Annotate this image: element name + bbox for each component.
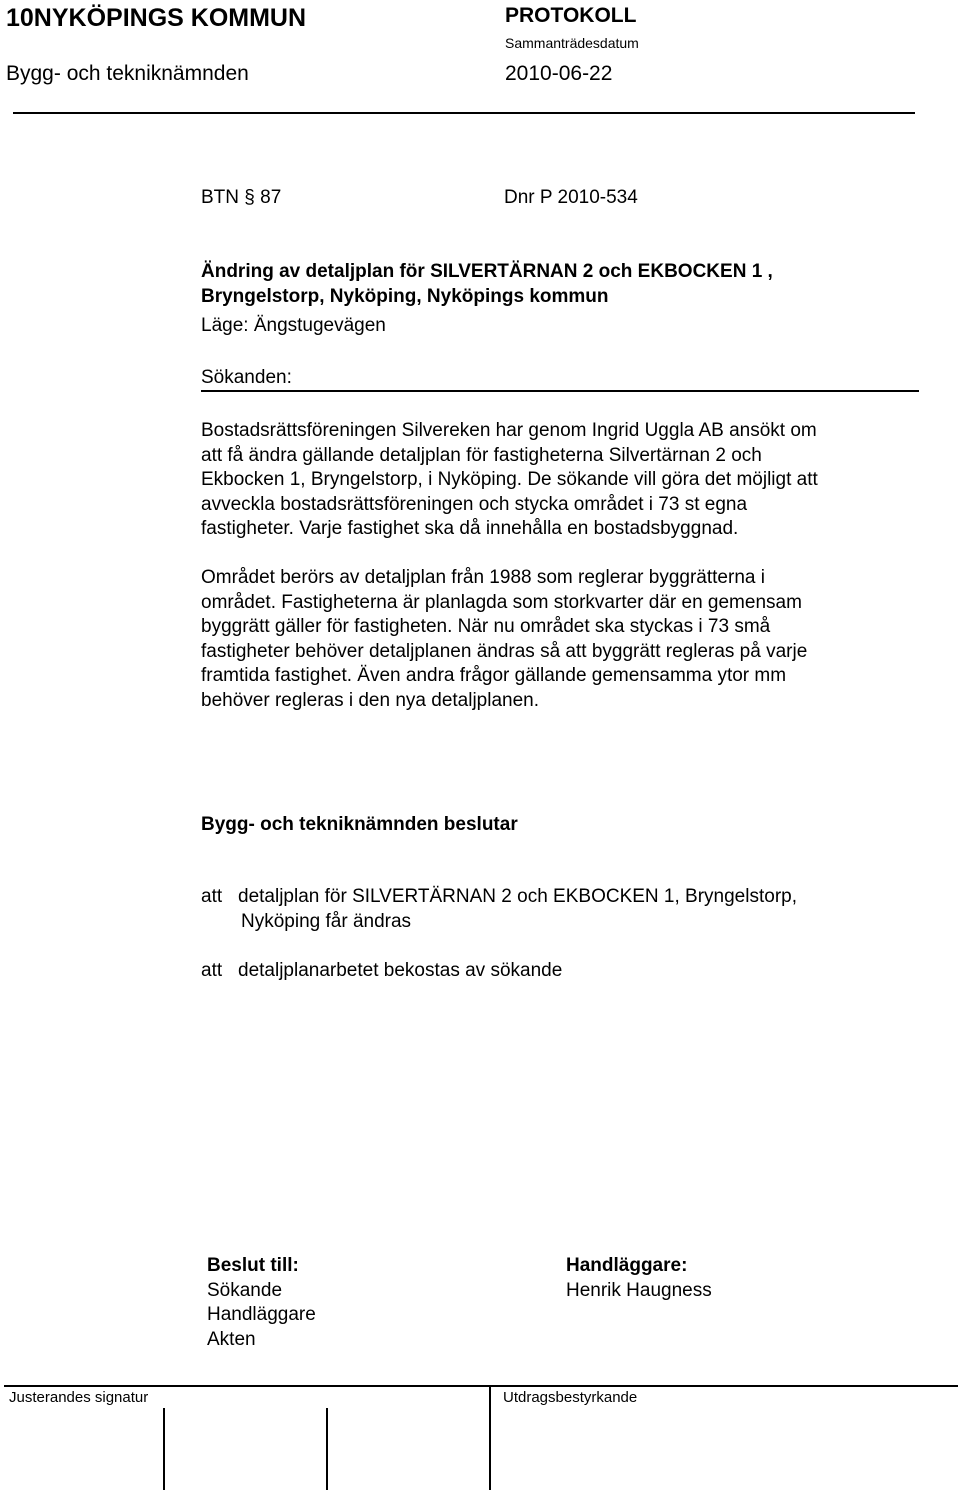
- paragraph-line: Bostadsrättsföreningen Silvereken har genom Ingrid Uggla AB ansökt om: [201, 420, 817, 441]
- paragraph-line: fastigheter. Varje fastighet ska då innehålla en bostadsbyggnad.: [201, 518, 739, 539]
- case-title: [201, 260, 773, 309]
- decision-item-line: Nyköping får ändras: [241, 910, 412, 932]
- document-type: PROTOKOLL: [505, 4, 637, 27]
- paragraph-line: fastigheter behöver detaljplanen ändras så att byggrätt regleras på varje: [201, 640, 808, 662]
- officer-name: Henrik Haugness: [566, 1279, 712, 1301]
- certification-label: Utdragsbestyrkande: [503, 1389, 638, 1406]
- case-location: Läge: Ängstugevägen: [201, 315, 386, 336]
- paragraph-line: avveckla bostadsrättsföreningen och stycka området i 73 st egna: [201, 493, 748, 515]
- paragraph-line: att få ändra gällande detaljplan för fastigheterna Silvertärnan 2 och: [201, 444, 762, 466]
- distribution-recipient: Akten: [207, 1328, 256, 1350]
- officer-block: [566, 1254, 712, 1303]
- distribution-recipient: Sökande: [207, 1279, 283, 1301]
- decision-item-line: detaljplan för SILVERTÄRNAN 2 och EKBOCKEN 1, Bryngelstorp,: [238, 886, 797, 907]
- applicant-label: Sökanden:: [201, 367, 292, 388]
- date-label: Sammanträdesdatum: [505, 35, 639, 51]
- paragraph-application: [201, 419, 901, 542]
- applicant-divider: [201, 390, 919, 392]
- distribution-block: [207, 1254, 316, 1352]
- paragraph-line: framtida fastighet. Även andra frågor gällande gemensamma ytor mm: [201, 665, 787, 686]
- signature-box-divider: [489, 1386, 491, 1490]
- decision-item: [238, 885, 797, 934]
- decision-item-line: detaljplanarbetet bekostas av sökande: [238, 960, 563, 981]
- paragraph-line: Ekbocken 1, Bryngelstorp, i Nyköping. De sökande vill göra det möjligt att: [201, 469, 818, 490]
- decision-heading: Bygg- och tekniknämnden beslutar: [201, 814, 518, 835]
- signature-box-divider: [163, 1408, 165, 1490]
- paragraph-line: behöver regleras i den nya detaljplanen.: [201, 689, 540, 711]
- decision-keyword: att: [201, 886, 223, 907]
- municipality-name: 10NYKÖPINGS KOMMUN: [6, 4, 307, 32]
- paragraph-line: Området berörs av detaljplan från 1988 som reglerar byggrätterna i: [201, 567, 765, 588]
- distribution-recipient: Handläggare: [207, 1304, 316, 1325]
- officer-label: Handläggare:: [566, 1255, 688, 1276]
- signature-box-divider: [326, 1408, 328, 1490]
- meeting-date: 2010-06-22: [505, 62, 613, 85]
- paragraph-line: området. Fastigheterna är planlagda som storkvarter där en gemensam: [201, 591, 802, 613]
- signature-label: Justerandes signatur: [9, 1389, 149, 1406]
- paragraph-line: byggrätt gäller för fastigheten. När nu området ska styckas i 73 små: [201, 616, 771, 637]
- committee-name: Bygg- och tekniknämnden: [6, 62, 249, 85]
- decision-keyword: att: [201, 960, 223, 981]
- case-title-line: Ändring av detaljplan för SILVERTÄRNAN 2 och EKBOCKEN 1 ,: [201, 261, 773, 282]
- case-title-line: Bryngelstorp, Nyköping, Nyköpings kommun: [201, 285, 609, 307]
- header-divider: [13, 112, 915, 114]
- diary-number: Dnr P 2010-534: [504, 187, 638, 208]
- footer-divider: [4, 1385, 958, 1387]
- paragraph-background: [201, 566, 901, 713]
- distribution-label: Beslut till:: [207, 1255, 299, 1276]
- case-number: BTN § 87: [201, 187, 282, 208]
